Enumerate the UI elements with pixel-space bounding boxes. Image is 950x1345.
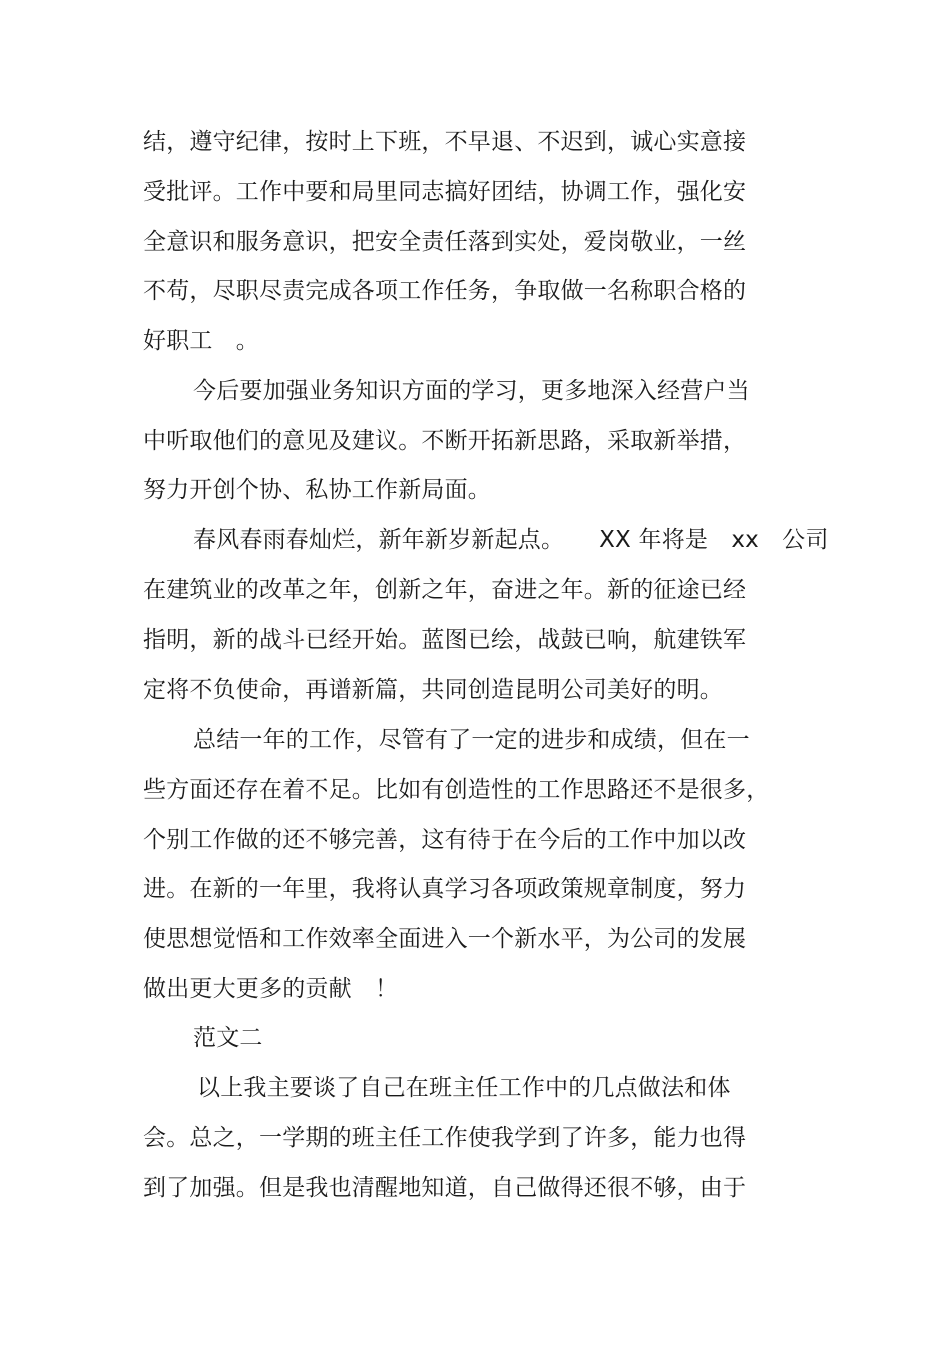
text-line: 指明，新的战斗已经开始。蓝图已绘，战鼓已响，航建铁军 bbox=[143, 627, 747, 653]
text-line: 受批评。工作中要和局里同志搞好团结，协调工作，强化安 bbox=[143, 179, 747, 205]
text-line: 好职工 。 bbox=[143, 328, 259, 354]
text-line: 中听取他们的意见及建议。不断开拓新思路，采取新举措， bbox=[143, 428, 747, 454]
text-line: 定将不负使命，再谱新篇，共同创造昆明公司美好的明。 bbox=[143, 677, 723, 703]
text-line: 努力开创个协、私协工作新局面。 bbox=[143, 477, 491, 503]
text-line: 进。在新的一年里，我将认真学习各项政策规章制度，努力 bbox=[143, 876, 747, 902]
text-line: 做出更大更多的贡献 ！ bbox=[143, 976, 399, 1002]
text-line: 不苟，尽职尽责完成各项工作任务，争取做一名称职合格的 bbox=[143, 278, 747, 304]
text-line: 会。总之，一学期的班主任工作使我学到了许多，能力也得 bbox=[143, 1125, 747, 1151]
text-line: 结，遵守纪律，按时上下班，不早退、不迟到，诚心实意接 bbox=[143, 129, 747, 155]
text-line: 些方面还存在着不足。比如有创造性的工作思路还不是很多， bbox=[143, 777, 770, 803]
text-line: 到了加强。但是我也清醒地知道，自己做得还很不够，由于 bbox=[143, 1175, 747, 1201]
text-line: 在建筑业的改革之年，创新之年，奋进之年。新的征途已经 bbox=[143, 577, 747, 603]
text-line: 全意识和服务意识，把安全责任落到实处，爱岗敬业，一丝 bbox=[143, 229, 747, 255]
text-line: 个别工作做的还不够完善，这有待于在今后的工作中加以改 bbox=[143, 827, 747, 853]
paragraph-first-line: 春风春雨春灿烂，新年新岁新起点。 XX 年将是 xx 公司 bbox=[193, 527, 829, 553]
paragraph-first-line: 今后要加强业务知识方面的学习，更多地深入经营户当 bbox=[193, 378, 750, 404]
paragraph-first-line: 以上我主要谈了自己在班主任工作中的几点做法和体 bbox=[197, 1075, 731, 1101]
section-heading: 范文二 bbox=[193, 1025, 263, 1051]
paragraph-first-line: 总结一年的工作，尽管有了一定的进步和成绩，但在一 bbox=[193, 727, 750, 753]
text-line: 使思想觉悟和工作效率全面进入一个新水平，为公司的发展 bbox=[143, 926, 747, 952]
